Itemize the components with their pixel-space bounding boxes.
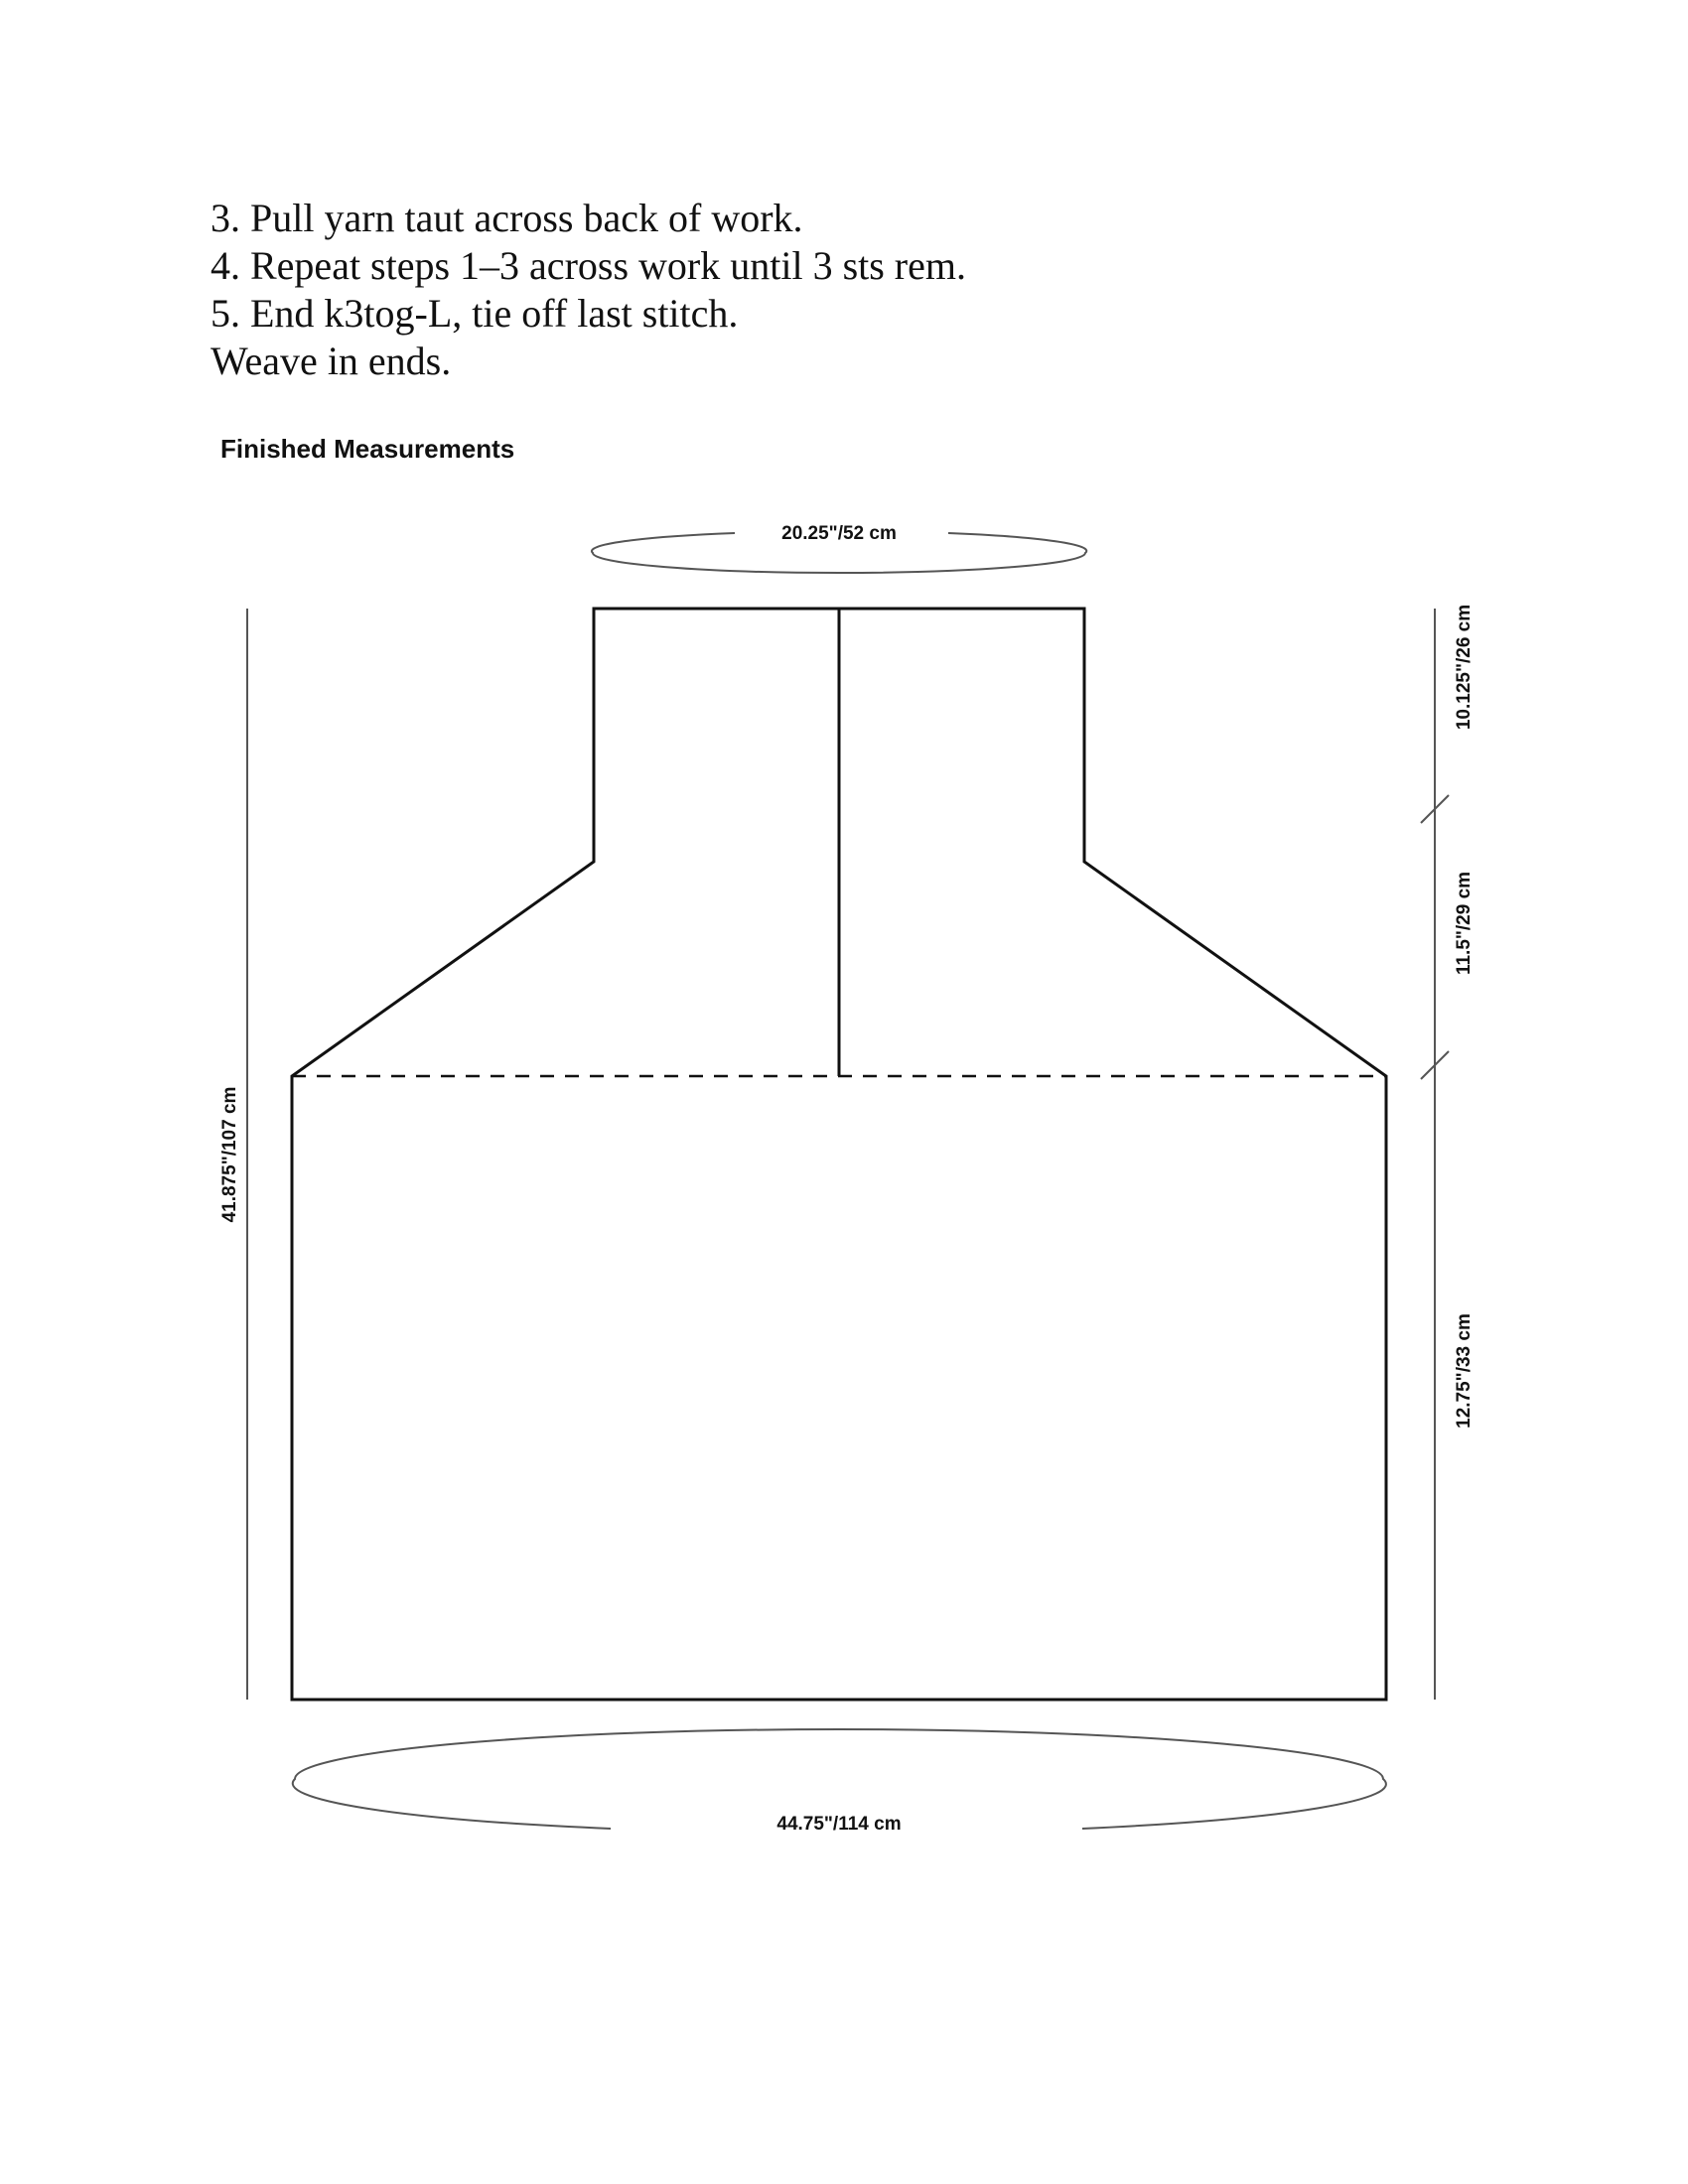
neck-circumference-indicator xyxy=(592,523,1086,573)
section-title: Finished Measurements xyxy=(220,434,515,464)
bottom-circumference-indicator xyxy=(293,1729,1386,1835)
right-length-indicators xyxy=(1421,605,1475,1700)
bottom-circumference-label: 44.75"/114 cm xyxy=(776,1814,902,1835)
total-length-label: 41.875"/107 cm xyxy=(219,1086,240,1223)
instruction-step-3: 3. Pull yarn taut across back of work. xyxy=(211,196,803,240)
instruction-weave-in: Weave in ends. xyxy=(211,339,452,383)
body-height-label: 12.75"/33 cm xyxy=(1454,1313,1475,1429)
instruction-step-4: 4. Repeat steps 1–3 across work until 3 sts rem. xyxy=(211,243,966,288)
total-length-indicator xyxy=(219,609,247,1700)
neck-height-label: 10.125"/26 cm xyxy=(1454,604,1475,731)
garment-outline xyxy=(292,609,1386,1700)
shoulder-height-label: 11.5"/29 cm xyxy=(1454,871,1475,976)
instruction-step-5: 5. End k3tog-L, tie off last stitch. xyxy=(211,291,739,336)
neck-circumference-label: 20.25"/52 cm xyxy=(781,523,897,544)
